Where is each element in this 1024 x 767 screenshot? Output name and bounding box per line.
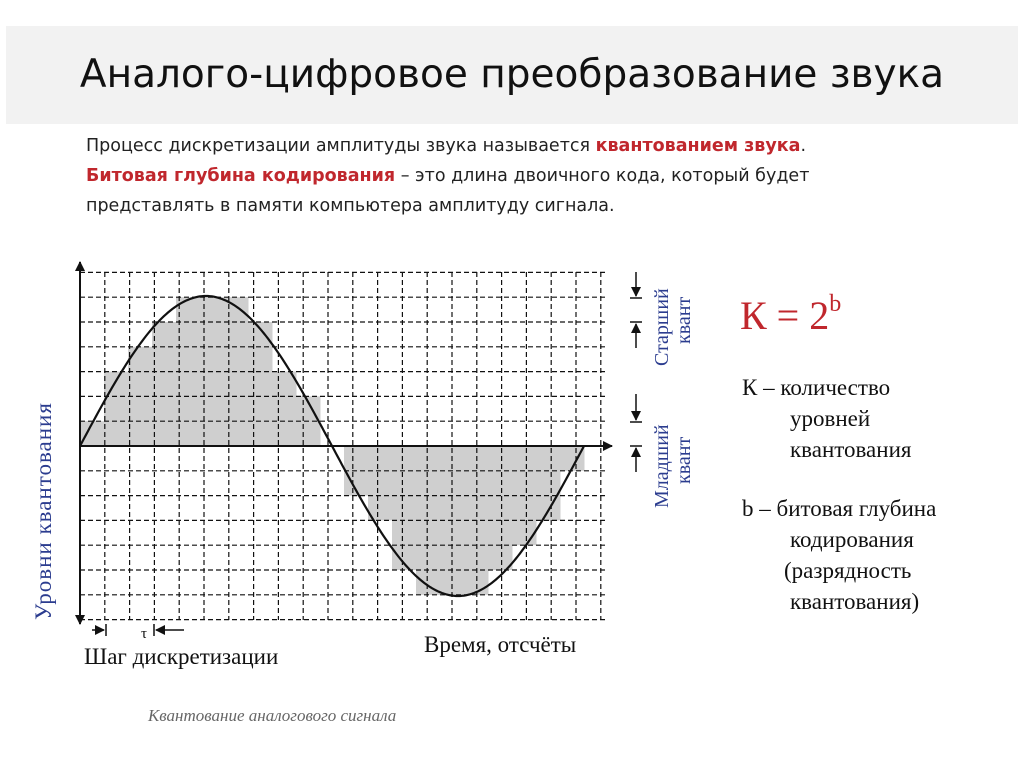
legend-k-line-1: К – количество [742,375,891,400]
quantized-sample-bar [368,446,393,520]
term-quantization: квантованием звука [595,136,801,156]
legend-b [742,493,936,617]
title-bar [6,26,1018,124]
junior-quant-bracket [630,394,642,472]
term-bit-depth: Битовая глубина кодирования [86,166,396,186]
legend-k-line-2: уровней [790,406,871,431]
step-label: Шаг дискретизации [84,644,279,669]
senior-label-2: квант [673,296,695,344]
intro-line-1-end: . [800,136,807,156]
formula [740,292,841,339]
intro-text [86,131,966,221]
legend-k-line-3: квантования [790,437,912,462]
tau-label: τ [141,626,148,642]
y-axis-label: Уровни квантования [31,402,56,620]
intro-line-2-text: – это длина двоичного кода, который будет [395,166,810,186]
junior-label-2: квант [673,436,695,484]
legend-b-line-4: квантования) [790,589,920,614]
diagram-caption: Квантование аналогового сигнала [148,706,397,725]
quantized-sample-bar [488,446,513,570]
intro-line-3: представлять в памяти компьютера амплитуду сигнала. [86,196,615,216]
legend-b-line-2: кодирования [790,527,914,552]
quantized-sample-bar [152,322,177,446]
formula-exponent: b [829,290,842,317]
quantized-sample-bar [272,372,297,446]
junior-label-1: Младший [651,424,673,508]
intro-line-2 [86,161,966,191]
legend-b-line-1: b – битовая глубина [742,496,937,521]
legend-k [742,372,911,465]
intro-line-1-text: Процесс дискретизации амплитуды звука называется [86,136,596,156]
x-axis-label: Время, отсчёты [424,632,577,657]
intro-line-1 [86,131,966,161]
quantized-sample-bar [104,372,129,446]
senior-quant-bracket [630,272,642,348]
slide-title: Аналого-цифровое преобразование звука [79,52,945,97]
legend-b-line-3: (разрядность [784,558,912,583]
quantization-diagram [0,240,720,680]
senior-label-1: Старший [651,288,673,366]
formula-base: К = 2 [740,293,830,338]
sampling-step-bracket [92,624,184,636]
